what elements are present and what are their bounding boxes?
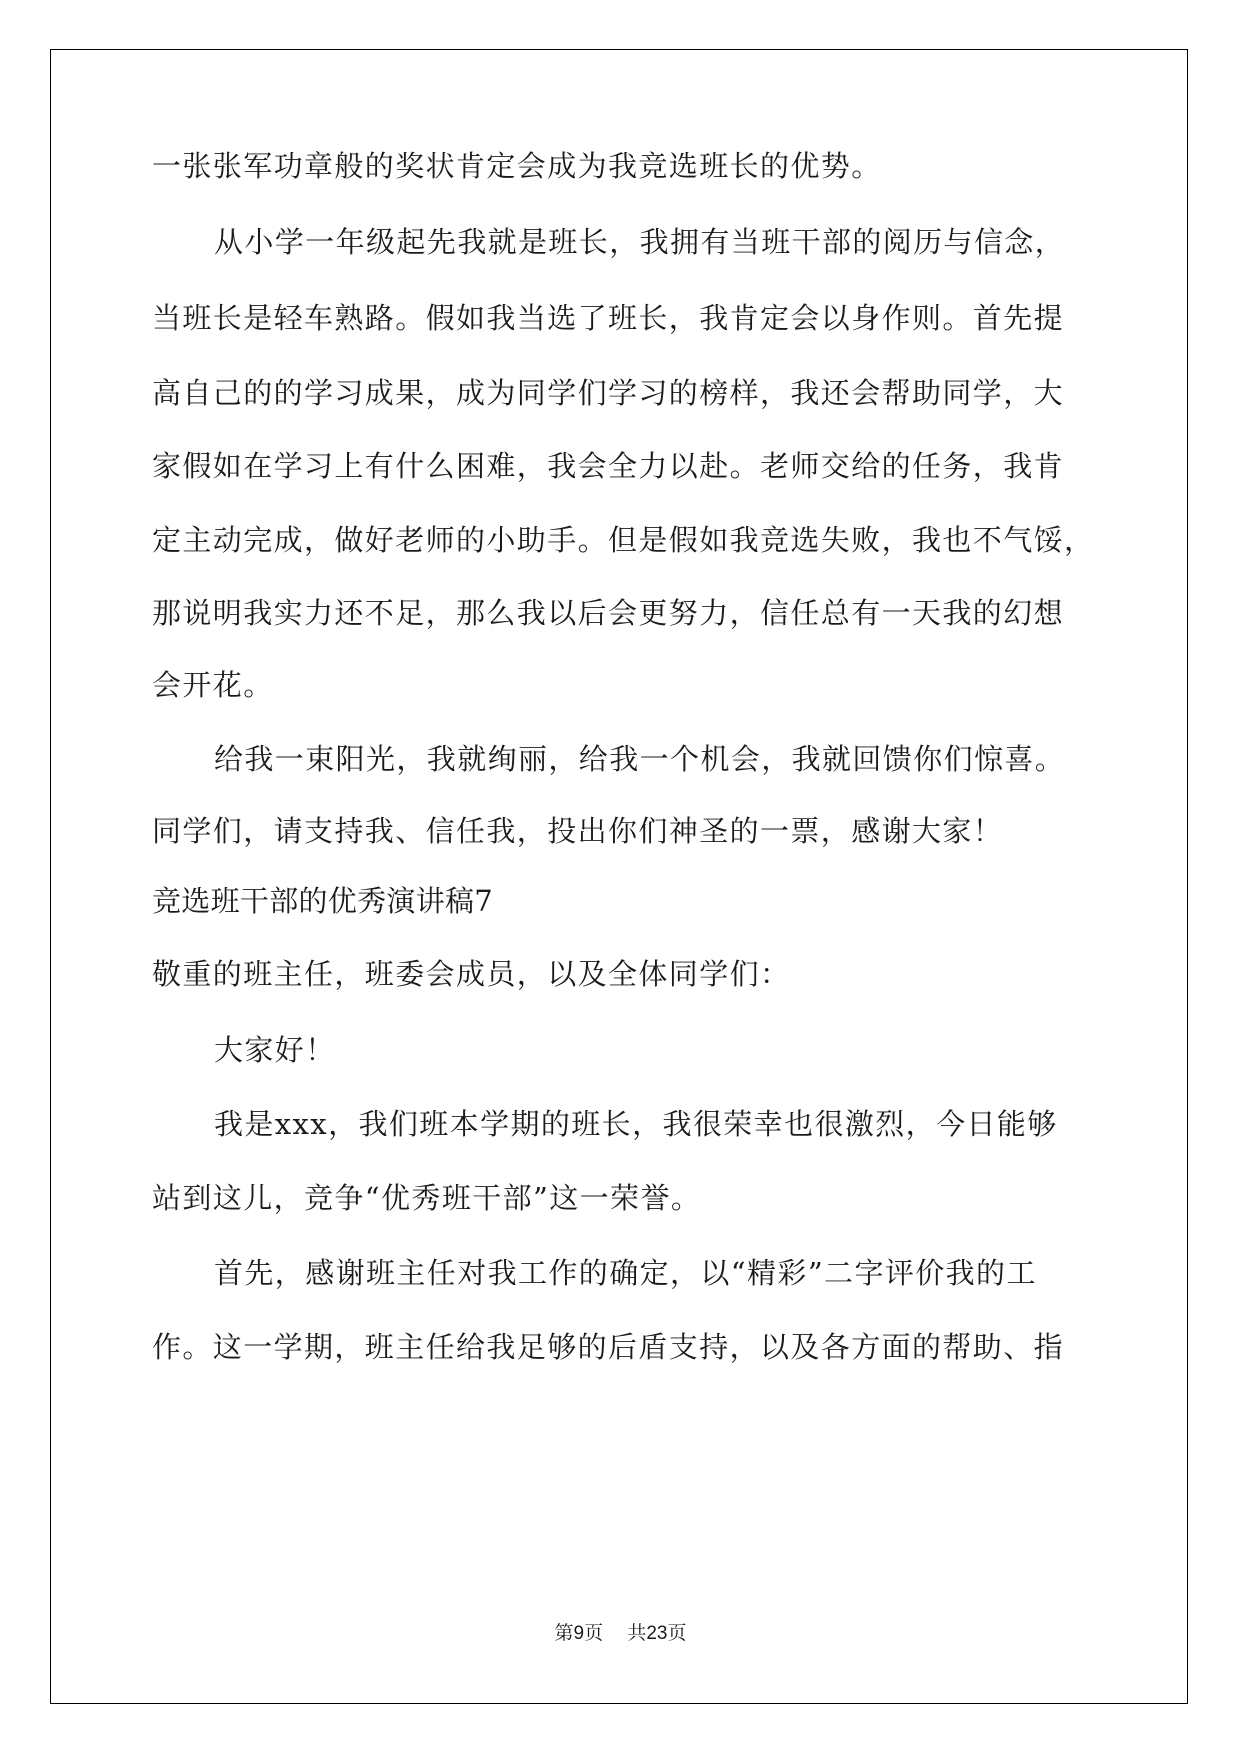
paragraph-line: 站到这儿，竞争“优秀班干部”这一荣誉。	[152, 1181, 702, 1215]
salutation-line: 敬重的班主任，班委会成员，以及全体同学们：	[152, 957, 791, 991]
page-number: 9	[573, 1623, 585, 1644]
paragraph-line: 同学们，请支持我、信任我，投出你们神圣的一票，感谢大家！	[152, 814, 1004, 848]
total-label-suffix: 页	[667, 1622, 687, 1644]
paragraph-line: 定主动完成，做好老师的小助手。但是假如我竞选失败，我也不气馁，	[152, 523, 1095, 557]
paragraph-line: 高自己的的学习成果，成为同学们学习的榜样，我还会帮助同学，大	[152, 376, 1065, 410]
paragraph-line: 首先，感谢班主任对我工作的确定，以“精彩”二字评价我的工	[214, 1256, 1037, 1290]
total-label-prefix: 共	[627, 1622, 647, 1644]
paragraph-line: 家假如在学习上有什么困难，我会全力以赴。老师交给的任务，我肯	[152, 449, 1065, 483]
paragraph-line: 作。这一学期，班主任给我足够的后盾支持，以及各方面的帮助、指	[152, 1330, 1065, 1364]
paragraph-line: 一张张军功章般的奖状肯定会成为我竞选班长的优势。	[152, 149, 882, 183]
paragraph-line: 会开花。	[152, 668, 274, 702]
greeting-line: 大家好！	[214, 1033, 336, 1067]
paragraph-line: 从小学一年级起先我就是班长，我拥有当班干部的阅历与信念，	[214, 225, 1066, 259]
total-pages: 23	[646, 1623, 668, 1644]
paragraph-line: 给我一束阳光，我就绚丽，给我一个机会，我就回馈你们惊喜。	[214, 742, 1066, 776]
page-label-prefix: 第	[554, 1622, 574, 1644]
paragraph-line: 我是xxx，我们班本学期的班长，我很荣幸也很激烈，今日能够	[214, 1107, 1058, 1141]
section-heading: 竞选班干部的优秀演讲稿7	[152, 884, 494, 918]
paragraph-line: 那说明我实力还不足，那么我以后会更努力，信任总有一天我的幻想	[152, 596, 1065, 630]
page-label-suffix: 页	[584, 1622, 604, 1644]
paragraph-line: 当班长是轻车熟路。假如我当选了班长，我肯定会以身作则。首先提	[152, 301, 1065, 335]
page-footer	[0, 1620, 1241, 1647]
